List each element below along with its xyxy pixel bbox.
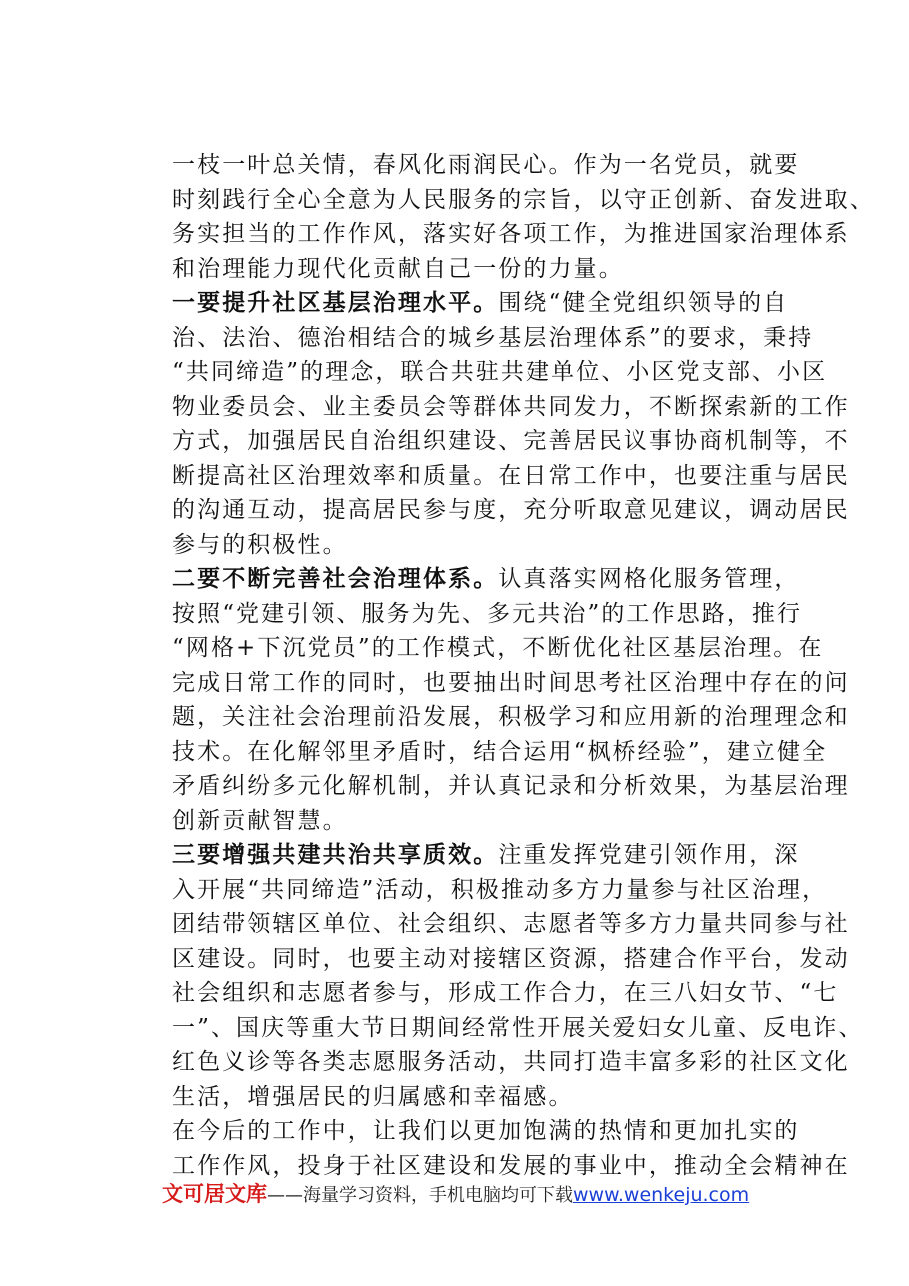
text-line: 物业委员会、业主委员会等群体共同发力，不断探索新的工作 xyxy=(172,393,850,420)
text-line: “网格+下沉党员”的工作模式，不断优化社区基层治理。在 xyxy=(172,635,824,661)
text-line: 按照“党建引领、服务为先、多元共治”的工作思路，推行 xyxy=(172,600,803,627)
point-one-paragraph xyxy=(122,286,850,562)
intro-paragraph xyxy=(122,148,875,286)
text-line: 时刻践行全心全意为人民服务的宗旨，以守正创新、奋发进取、 xyxy=(172,186,875,213)
text-line: 一枝一叶总关情，春风化雨润民心。作为一名党员，就要 xyxy=(172,152,800,178)
text-line: 方式，加强居民自治组织建设、完善居民议事协商机制等，不 xyxy=(172,428,850,454)
point-two-heading: 二要不断完善社会治理体系。 xyxy=(172,565,499,592)
closing-paragraph xyxy=(122,1114,850,1183)
text-line: 一”、国庆等重大节日期间经常性开展关爱妇女儿童、反电诈、 xyxy=(172,1014,864,1041)
text-fragment: 围绕“健全党组织领导的自 xyxy=(498,290,789,316)
text-line: 工作作风，投身于社区建设和发展的事业中，推动全会精神在 xyxy=(172,1152,850,1179)
point-three-heading: 三要增强共建共治共享质效。 xyxy=(172,841,499,868)
text-line: 务实担当的工作作风，落实好各项工作，为推进国家治理体系 xyxy=(172,221,850,247)
text-line: 完成日常工作的同时，也要抽出时间思考社区治理中存在的问 xyxy=(172,669,850,696)
text-line: 治、法治、德治相结合的城乡基层治理体系”的要求，秉持 xyxy=(172,324,814,351)
text-line: 题，关注社会治理前沿发展，积极学习和应用新的治理理念和 xyxy=(172,704,850,730)
text-fragment: 认真落实网格化服务管理， xyxy=(498,566,800,592)
text-fragment: 注重发挥党建引领作用，深 xyxy=(498,842,800,868)
text-line: 参与的积极性。 xyxy=(172,531,348,558)
text-line: 入开展“共同缔造”活动，积极推动多方力量参与社区治理， xyxy=(172,876,828,903)
text-line xyxy=(122,286,802,321)
text-line: 红色义诊等各类志愿服务活动，共同打造丰富多彩的社区文化 xyxy=(172,1049,850,1075)
text-line: 矛盾纠纷多元化解机制，并认真记录和分析效果，为基层治理 xyxy=(172,773,850,799)
text-line: 团结带领辖区单位、社会组织、志愿者等多方力量共同参与社 xyxy=(172,911,850,937)
footer-tagline: 海量学习资料，手机电脑均可下载 xyxy=(303,1185,573,1206)
text-line: 和治理能力现代化贡献自己一份的力量。 xyxy=(172,255,624,282)
brand-name: 文可居文库 xyxy=(162,1182,267,1206)
text-line: 区建设。同时，也要主动对接辖区资源，搭建合作平台，发动 xyxy=(172,945,850,972)
text-line: 在今后的工作中，让我们以更加饱满的热情和更加扎实的 xyxy=(172,1118,800,1144)
footer-banner xyxy=(162,1178,782,1210)
document-body xyxy=(122,148,875,1183)
point-two-paragraph xyxy=(122,562,850,838)
text-line: 断提高社区治理效率和质量。在日常工作中，也要注重与居民 xyxy=(172,462,850,489)
text-line: “共同缔造”的理念，联合共驻共建单位、小区党支部、小区 xyxy=(172,359,828,385)
text-line xyxy=(122,562,802,597)
point-three-paragraph xyxy=(122,838,864,1114)
text-line: 的沟通互动，提高居民参与度，充分听取意见建议，调动居民 xyxy=(172,497,850,523)
text-line: 社会组织和志愿者参与，形成工作合力，在三八妇女节、“七 xyxy=(172,980,839,1006)
text-line: 创新贡献智慧。 xyxy=(172,807,348,834)
text-line: 技术。在化解邻里矛盾时，结合运用“枫桥经验”，建立健全 xyxy=(172,738,828,765)
website-link[interactable]: www.wenkeju.com xyxy=(573,1184,750,1206)
text-line xyxy=(122,838,802,873)
footer-dash: —— xyxy=(267,1185,303,1206)
point-one-heading: 一要提升社区基层治理水平。 xyxy=(172,289,499,316)
text-line: 生活，增强居民的归属感和幸福感。 xyxy=(172,1083,574,1110)
